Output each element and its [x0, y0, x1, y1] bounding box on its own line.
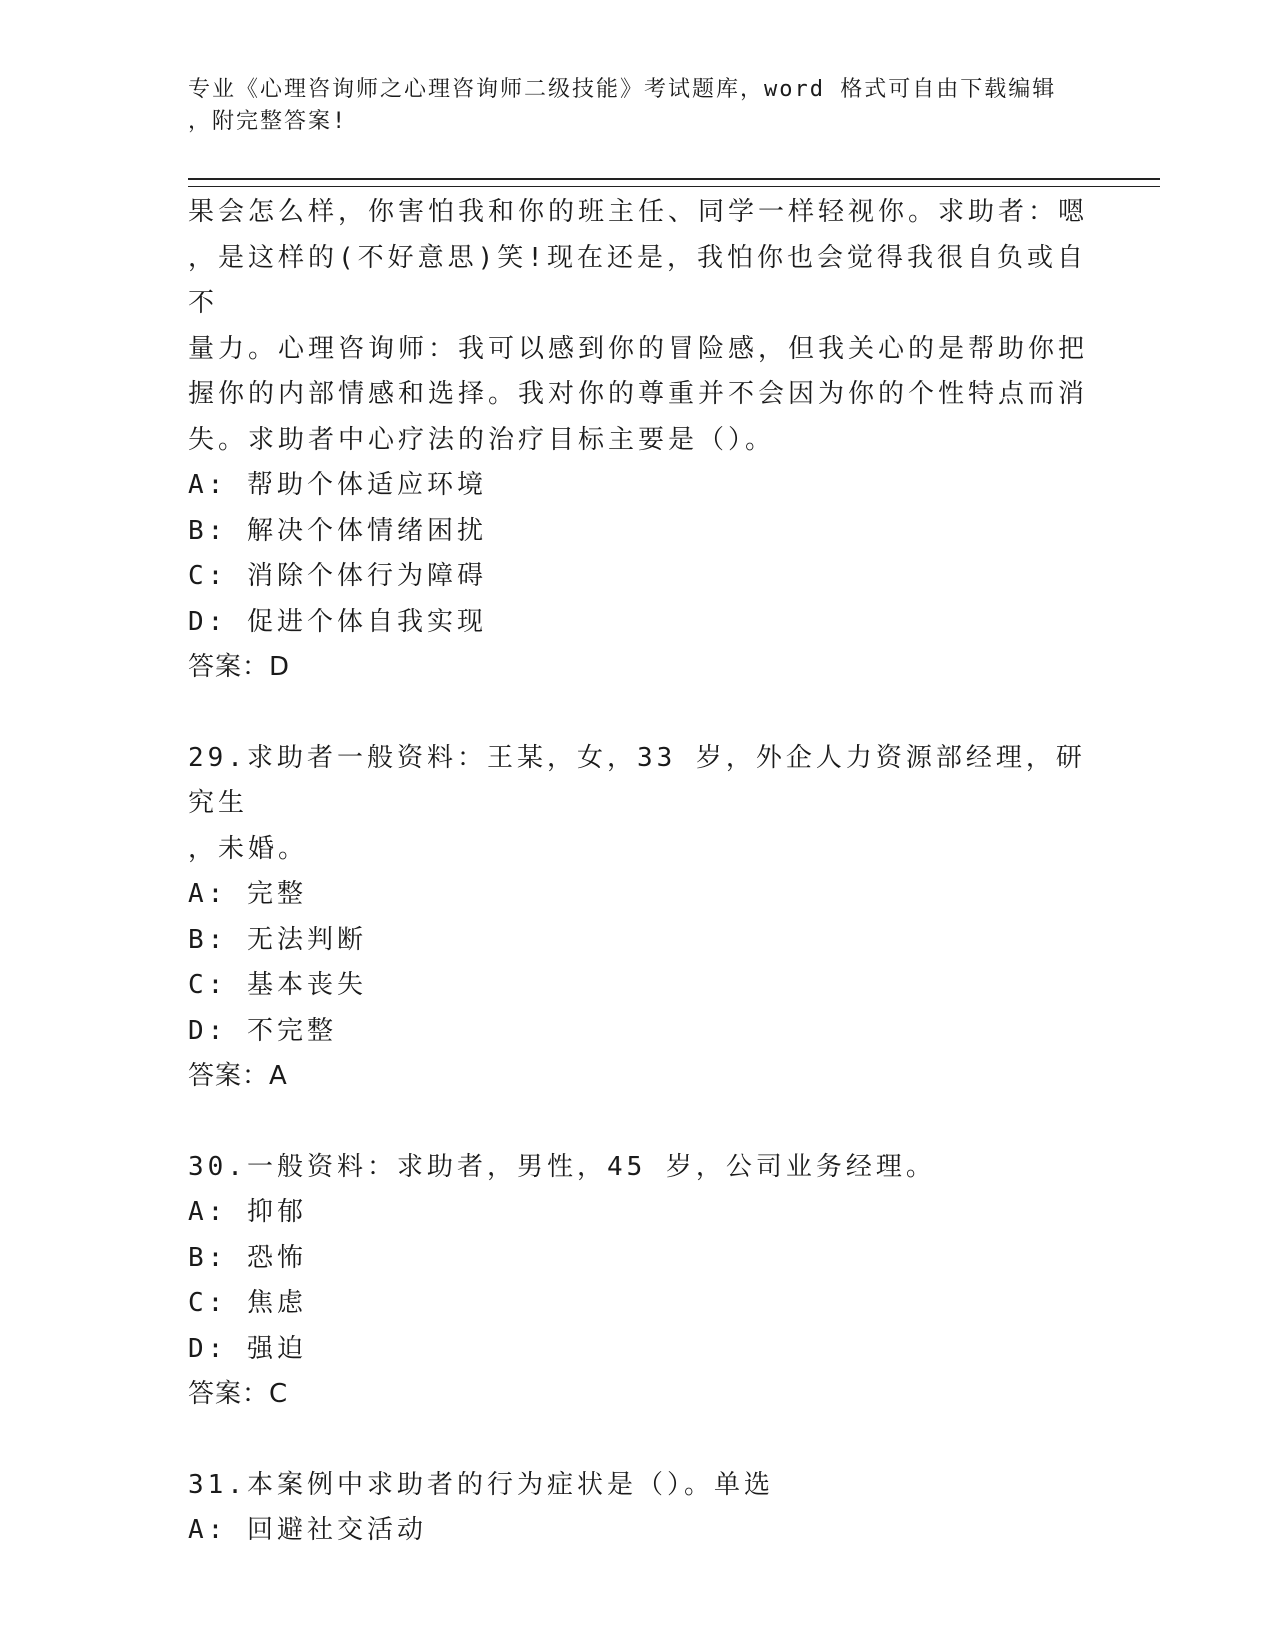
option-c: C: 焦虑 — [188, 1288, 307, 1318]
option-b: B: 无法判断 — [188, 924, 367, 955]
question-text-line: 失。求助者中心疗法的治疗目标主要是（）。 — [188, 424, 776, 455]
option-a: A: 回避社交活动 — [188, 1515, 427, 1545]
question-text-line: ，是这样的(不好意思)笑!现在还是，我怕你也会觉得我很自负或自不 — [188, 242, 1087, 318]
option-c: C: 基本丧失 — [188, 970, 367, 1000]
answer-line: 答案：C — [188, 1379, 289, 1409]
option-d: D: 不完整 — [188, 1015, 337, 1046]
option-b: B: 恐怖 — [188, 1242, 307, 1273]
answer-line: 答案：D — [188, 652, 291, 682]
question-29 — [188, 736, 1088, 1100]
answer-line: 答案：A — [188, 1061, 288, 1091]
question-text-line: 量力。心理咨询师：我可以感到你的冒险感，但我关心的是帮助你把 — [188, 333, 1089, 364]
question-31 — [188, 1463, 1088, 1554]
continued-question — [188, 190, 1088, 691]
question-text-line: 握你的内部情感和选择。我对你的尊重并不会因为你的个性特点而消 — [188, 379, 1089, 409]
question-30 — [188, 1145, 1088, 1418]
question-stem-line: ，未婚。 — [188, 833, 309, 864]
option-a: A: 帮助个体适应环境 — [188, 470, 487, 500]
document-body — [188, 190, 1088, 1554]
document-header — [188, 74, 1088, 138]
option-c: C: 消除个体行为障碍 — [188, 561, 487, 591]
option-d: D: 强迫 — [188, 1333, 307, 1364]
question-stem-line: 30.一般资料：求助者，男性，45 岁，公司业务经理。 — [188, 1151, 936, 1182]
header-divider — [188, 178, 1160, 187]
option-a: A: 完整 — [188, 879, 307, 909]
header-title-line-1: 专业《心理咨询师之心理咨询师二级技能》考试题库，word 格式可自由下载编辑 — [188, 77, 1057, 102]
option-d: D: 促进个体自我实现 — [188, 606, 487, 637]
question-stem-line: 31.本案例中求助者的行为症状是（）。单选 — [188, 1469, 774, 1500]
question-stem-line: 29.求助者一般资料：王某，女，33 岁，外企人力资源部经理，研究生 — [188, 742, 1086, 818]
question-text-line: 果会怎么样，你害怕我和你的班主任、同学一样轻视你。求助者：嗯 — [188, 197, 1089, 227]
option-a: A: 抑郁 — [188, 1197, 307, 1227]
header-title-line-2: ，附完整答案! — [188, 109, 348, 134]
option-b: B: 解决个体情绪困扰 — [188, 515, 487, 546]
